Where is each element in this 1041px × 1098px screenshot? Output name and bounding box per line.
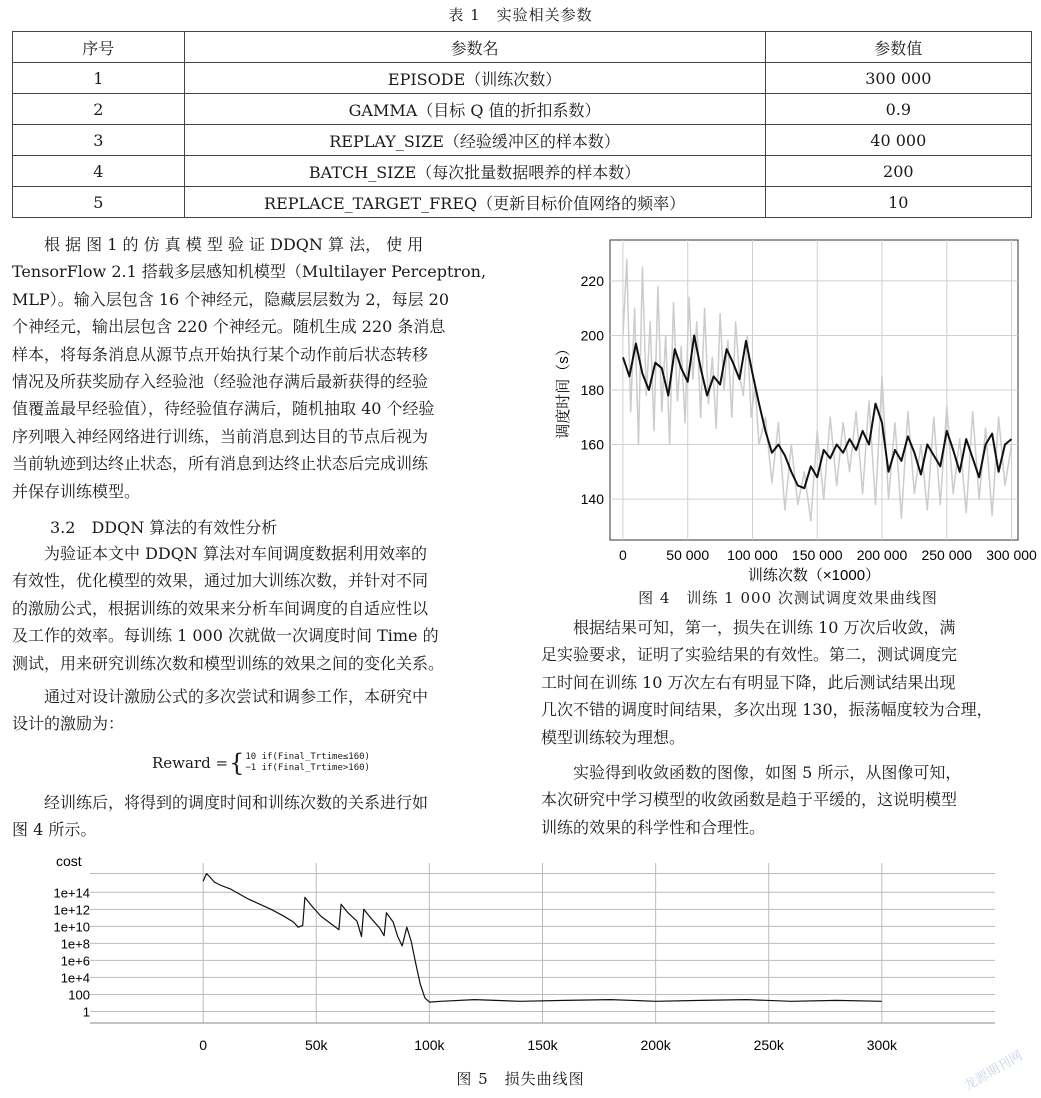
y-tick-label: 1 xyxy=(82,1004,90,1020)
text-line: 实验得到收敛函数的图像，如图 5 所示，从图像可知， xyxy=(573,763,962,782)
watermark: 龙源期刊网 xyxy=(961,1048,1026,1094)
table-header-row xyxy=(13,32,1032,63)
table-row xyxy=(13,94,1032,125)
text-line: 训练的效果的科学性和合理性。 xyxy=(541,817,766,837)
equation-case: −1 if(Final_Trtime>160) xyxy=(245,763,370,773)
text-line: 工时间在训练 10 万次左右有明显下降，此后测试结果出现 xyxy=(541,672,956,692)
text-line: 序列喂入神经网络进行训练，当前消息到达目的节点后视为 xyxy=(12,426,429,446)
y-tick-label: 200 xyxy=(580,327,604,344)
text-line: 根 据 图 1 的 仿 真 模 型 验 证 DDQN 算 法， 使 用 xyxy=(44,235,424,254)
text-line: 情况及所获奖励存入经验池（经验池存满后最新获得的经验 xyxy=(12,372,429,392)
figure-4-caption: 图 4 训练 1 000 次测试调度效果曲线图 xyxy=(638,589,938,607)
x-tick-label: 250k xyxy=(753,1037,784,1053)
brace-symbol: { xyxy=(229,749,245,777)
table-cell-index: 1 xyxy=(13,63,185,94)
params-table xyxy=(12,31,1032,218)
text-line: TensorFlow 2.1 搭载多层感知机模型（Multilayer Perceptron, xyxy=(12,262,487,282)
y-tick-label: 1e+4 xyxy=(60,970,90,986)
x-tick-label: 200 000 xyxy=(856,547,908,563)
x-tick-label: 0 xyxy=(619,547,627,563)
reward-equation xyxy=(152,749,370,777)
text-line: 的激励公式，根据训练的效果来分析车间调度的自适应性以 xyxy=(12,598,429,618)
left-paragraph-1 xyxy=(12,231,503,505)
y-tick-label: 140 xyxy=(580,491,604,508)
table-header-cell: 序号 xyxy=(13,32,185,63)
text-line: 个神经元，输出层包含 220 个神经元。随机生成 220 条消息 xyxy=(12,317,446,337)
text-line: 根据结果可知，第一，损失在训练 10 万次后收敛，满 xyxy=(573,618,956,637)
table-row xyxy=(13,125,1032,156)
text-line: 有效性，优化模型的效果，通过加大训练次数，并针对不同 xyxy=(12,571,429,591)
x-tick-label: 50 000 xyxy=(666,547,710,563)
right-paragraph-2 xyxy=(541,759,1032,841)
table-cell-param-name: EPISODE（训练次数） xyxy=(184,63,765,94)
y-axis-label: 调度时间（s） xyxy=(555,341,572,439)
tick-labels xyxy=(53,885,898,1053)
x-tick-label: 100 000 xyxy=(727,547,778,563)
x-tick-label: 150k xyxy=(527,1037,558,1053)
table-cell-param-name: GAMMA（目标 Q 值的折扣系数） xyxy=(184,94,765,125)
right-paragraph-1 xyxy=(541,614,1032,751)
figure-4-chart xyxy=(548,232,1037,587)
y-tick-label: 100 xyxy=(68,987,90,1003)
section-heading: 3.2 DDQN 算法的有效性分析 xyxy=(50,518,278,537)
y-tick-label: 1e+10 xyxy=(53,919,90,935)
text-line: 设计的激励为： xyxy=(12,714,125,734)
left-paragraph-3 xyxy=(12,683,503,738)
table-cell-param-value: 300 000 xyxy=(765,63,1031,94)
x-tick-label: 50k xyxy=(304,1037,328,1053)
text-line: 模型训练较为理想。 xyxy=(541,727,686,747)
equation-case: 10 if(Final_Trtime≤160) xyxy=(245,752,370,762)
y-tick-label: 160 xyxy=(580,436,604,453)
x-axis-label: 训练次数（×1000） xyxy=(747,567,881,584)
text-line: 图 4 所示。 xyxy=(12,820,97,840)
figure-5-chart xyxy=(40,850,1010,1060)
table-cell-param-name: BATCH_SIZE（每次批量数据喂养的样本数） xyxy=(184,156,765,187)
table-cell-param-value: 200 xyxy=(765,156,1031,187)
text-line: 本次研究中学习模型的收敛函数是趋于平缓的，这说明模型 xyxy=(541,790,958,810)
text-line: 几次不错的调度时间结果，多次出现 130，振荡幅度较为合理， xyxy=(541,700,993,720)
y-tick-label: 1e+8 xyxy=(60,936,90,952)
y-tick-label: 1e+14 xyxy=(53,885,90,901)
y-tick-label: 1e+6 xyxy=(60,953,90,969)
text-line: 并保存训练模型。 xyxy=(12,481,141,501)
x-tick-label: 100k xyxy=(414,1037,445,1053)
x-tick-label: 150 000 xyxy=(791,547,843,563)
equation-lhs: Reward = xyxy=(152,754,229,772)
x-tick-label: 300 000 xyxy=(986,547,1037,563)
left-paragraph-4 xyxy=(12,789,503,844)
text-line: 为验证本文中 DDQN 算法对车间调度数据利用效率的 xyxy=(44,544,427,563)
table-cell-index: 5 xyxy=(13,187,185,218)
y-axis-label: cost xyxy=(56,853,82,869)
table-cell-index: 3 xyxy=(13,125,185,156)
x-tick-label: 0 xyxy=(199,1037,208,1053)
text-line: 经训练后，将得到的调度时间和训练次数的关系进行如 xyxy=(44,793,429,812)
figure-5-caption: 图 5 损失曲线图 xyxy=(456,1070,585,1088)
text-line: 测试，用来研究训练次数和模型训练的效果之间的变化关系。 xyxy=(12,653,445,673)
text-line: MLP）。输入层包含 16 个神经元，隐藏层层数为 2，每层 20 xyxy=(12,289,450,309)
table-cell-index: 4 xyxy=(13,156,185,187)
table-cell-param-name: REPLACE_TARGET_FREQ（更新目标价值网络的频率） xyxy=(184,187,765,218)
left-paragraph-2 xyxy=(12,540,503,677)
x-tick-label: 250 000 xyxy=(921,547,973,563)
table-cell-param-value: 10 xyxy=(765,187,1031,218)
table-cell-param-name: REPLAY_SIZE（经验缓冲区的样本数） xyxy=(184,125,765,156)
equation-cases xyxy=(245,752,370,774)
text-line: 当前轨迹到达终止状态，所有消息到达终止状态后完成训练 xyxy=(12,454,429,474)
text-line: 通过对设计激励公式的多次尝试和调参工作，本研究中 xyxy=(44,687,429,706)
text-line: 及工作的效率。每训练 1 000 次就做一次调度时间 Time 的 xyxy=(12,626,439,646)
x-tick-label: 200k xyxy=(640,1037,671,1053)
y-tick-label: 180 xyxy=(580,382,604,398)
table-cell-param-value: 40 000 xyxy=(765,125,1031,156)
text-line: 值覆盖最早经验值），待经验值存满后，随机抽取 40 个经验 xyxy=(12,399,435,419)
table-row xyxy=(13,187,1032,218)
table-row xyxy=(13,63,1032,94)
text-line: 足实验要求，证明了实验结果的有效性。第二，测试调度完 xyxy=(541,645,958,665)
table-row xyxy=(13,156,1032,187)
table-cell-index: 2 xyxy=(13,94,185,125)
table-cell-param-value: 0.9 xyxy=(765,94,1031,125)
table-caption: 表 1 实验相关参数 xyxy=(448,6,593,24)
y-tick-label: 220 xyxy=(580,272,604,289)
text-line: 样本，将每条消息从源节点开始执行某个动作前后状态转移 xyxy=(12,344,429,364)
y-tick-label: 1e+12 xyxy=(53,902,90,918)
table-header-cell: 参数名 xyxy=(184,32,765,63)
x-tick-label: 300k xyxy=(866,1037,898,1053)
table-header-cell: 参数值 xyxy=(765,32,1031,63)
